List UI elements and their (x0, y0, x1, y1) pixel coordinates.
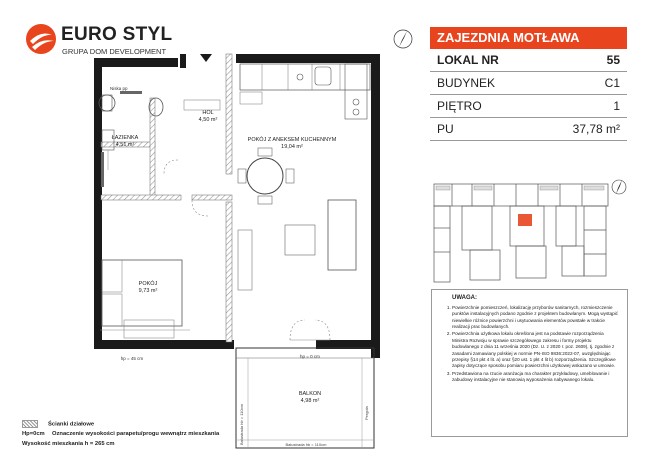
brand-name: EURO STYL (61, 24, 173, 45)
notes-list (440, 305, 619, 383)
room-balkon-area: 4,98 m² (300, 398, 320, 404)
info-key: PIĘTRO (437, 99, 482, 113)
room-pokoj-name: POKÓJ (138, 281, 158, 287)
notes-box (431, 289, 628, 437)
info-key: LOKAL NR (437, 53, 499, 67)
info-row-pu (430, 118, 627, 141)
info-row-budynek (430, 72, 627, 95)
hp-symbol: Hp=0cm (22, 431, 45, 437)
hp-room-label: hp = 45 cm (120, 356, 144, 361)
brand-tagline: GRUPA DOM DEVELOPMENT (62, 47, 167, 56)
info-value: 37,78 m² (572, 122, 620, 136)
room-hol-area: 4,50 m² (198, 117, 218, 123)
room-balkon-name: BALKON (298, 391, 322, 397)
hatch-swatch (22, 420, 38, 428)
euro-styl-logo-icon (24, 22, 58, 56)
room-pokoj-aneks-name: POKÓJ Z ANEKSEM KUCHENNYM (247, 137, 337, 143)
project-name: ZAJEZDNIA MOTŁAWA (430, 27, 627, 49)
room-pokoj-area: 9,73 m² (138, 288, 158, 294)
room-pokoj-aneks-area: 19,04 m² (281, 144, 303, 150)
apartment-info-panel (430, 27, 627, 141)
hp-balcony-label: hp = 0 cm (300, 354, 320, 359)
compass-icon (610, 178, 628, 196)
building-site-plan (432, 178, 610, 284)
room-lazienka-area: 4,51 m² (115, 142, 135, 148)
note-item: 1. Powierzchnie pomieszczeń, lokalizację przyborów sanitarnych, rozmieszczenie punktów instalacyjnych podano zgodnie z projektem budowlanym. Mogą wystąpić niewielkie różnice powierzchni i usytuowania elementów powstałe w trakcie realizacji prac budowlanych. (452, 305, 619, 331)
info-row-pietro (430, 95, 627, 118)
info-value: C1 (604, 76, 620, 90)
note-item: 2. Powierzchnia użytkowa lokalu określona jest na podstawie rozporządzenia Ministra Rozwoju w sprawie szczegółowego zakresu i formy projektu budowlanego z dnia 11 września 2020 (Dz. U. z 2020 r. poz. 2609), tj. zgodnie z zasadami zamawiany polskiej w normie PN-ISO 9836:2022-07, uwzględniając przepisy §14 pkt 4 lit. a) oraz §20 ust. 1 pkt 4 lit b) rozporządzenia. Szczegółowe zapisy dotyczące sposobu pomiaru powierzchni użytkowej wskazano w umowie. (452, 331, 619, 369)
room-lazienka-name: ŁAZIENKA (111, 135, 139, 141)
pergola-label: Pergola (364, 406, 369, 420)
room-hol-name: HOL (202, 110, 214, 116)
legend-hp: Hp=0cm Oznaczenie wysokości parapetu/progu wewnątrz mieszkania (22, 431, 220, 437)
info-value: 55 (606, 53, 620, 67)
label-niska-pp: Niska pp (110, 86, 128, 91)
balustrade-bottom-label: Balustrada hb = 110cm (285, 442, 327, 447)
note-item: 3. Przedstawiona na rzucie aranżacja ma charakter przykładowy, umeblowanie i zabudowy instalacyjne nie stanowią wyposażenia nabywanego lokalu. (452, 371, 619, 384)
info-row-lokal (430, 49, 627, 72)
balustrade-left-label: Balustrada hb = 110cm (239, 404, 244, 445)
info-value: 1 (613, 99, 620, 113)
legend-partition: Ścianki działowe (22, 420, 94, 428)
info-key: BUDYNEK (437, 76, 496, 90)
floor-plan (80, 40, 400, 455)
legend-height: Wysokość mieszkania h = 265 cm (22, 441, 115, 447)
notes-title: UWAGA: (452, 295, 477, 301)
info-key: PU (437, 122, 454, 136)
